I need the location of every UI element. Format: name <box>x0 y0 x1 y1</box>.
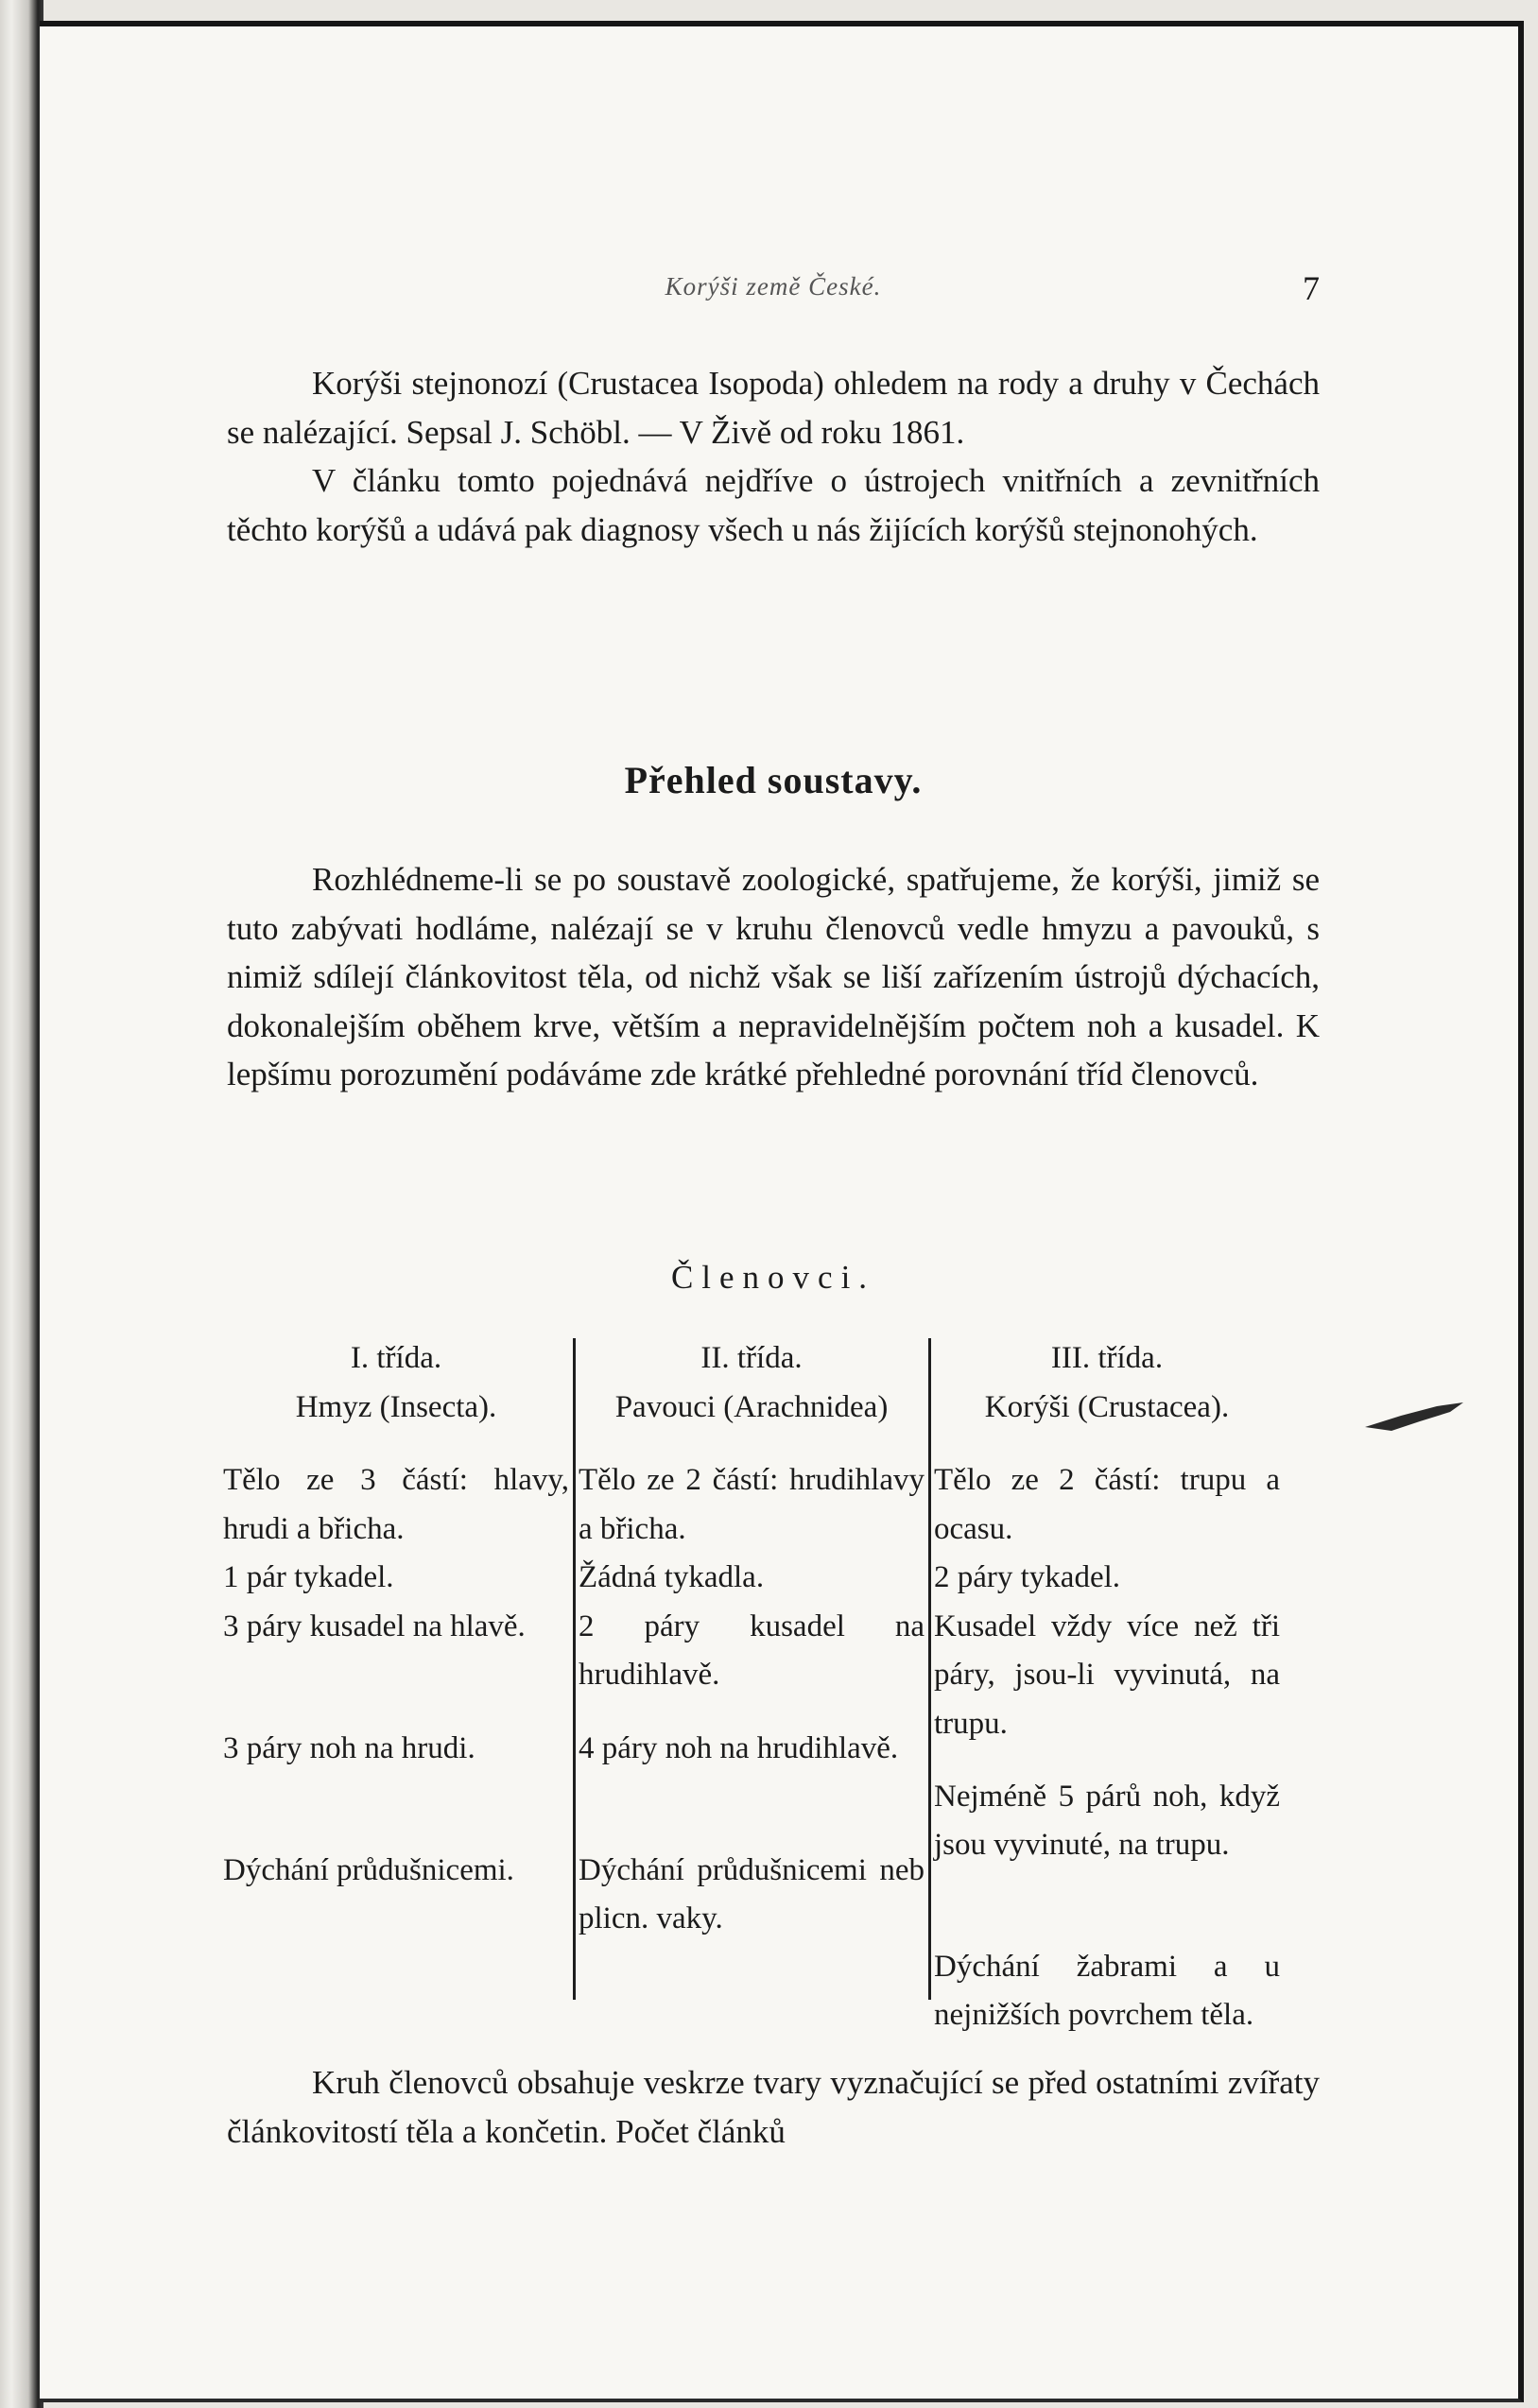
running-head: Korýši země České. <box>665 272 882 301</box>
class-name: Hmyz (Insecta). <box>295 1389 497 1424</box>
class-name: Korýši (Crustacea). <box>984 1389 1230 1424</box>
intro-paragraph-citation: Korýši stejnonozí (Crustacea Isopoda) ohledem na rody a druhy v Čechách se nalézající. Sepsal J. Schöbl. — V Živě od roku 1861. <box>227 365 1320 451</box>
breathing: Dýchání průdušnicemi neb plicn. vaky. <box>579 1852 925 1935</box>
section-body <box>227 855 1320 1099</box>
table-column-crustacea <box>934 1334 1280 2040</box>
body-parts: Tělo ze 2 částí: hrudihlavy a břicha. <box>579 1463 925 1546</box>
breathing: Dýchání průdušnicemi. <box>223 1852 514 1887</box>
column-divider <box>928 1338 931 2000</box>
class-label: II. třída. <box>700 1341 803 1375</box>
antennae: 1 pár tykadel. <box>223 1560 394 1594</box>
class-label: III. třída. <box>1050 1341 1164 1375</box>
body-parts: Tělo ze 3 částí: hlavy, hrudi a břicha. <box>223 1463 569 1546</box>
closing-paragraph: Kruh členovců obsahuje veskrze tvary vyznačující se před ostatními zvířaty článkovitostí těla a končetin. Počet článků <box>227 2064 1320 2150</box>
section-heading: Přehled soustavy. <box>624 759 923 801</box>
legs: 4 páry noh na hrudihlavě. <box>579 1730 899 1765</box>
antennae: Žádná tykadla. <box>579 1560 765 1594</box>
intro-paragraph-summary: V článku tomto pojednává nejdříve o ústrojech vnitřních a zevnitřních těchto korýšů a udává pak diagnosy všech u nás žijících korýšů stejnonohých. <box>227 462 1320 548</box>
breathing: Dýchání žabrami a u nejnižších povrchem těla. <box>934 1949 1280 2032</box>
table-column-insecta <box>223 1334 569 1895</box>
table-title: Členovci. <box>670 1259 876 1296</box>
class-label: I. třída. <box>350 1341 442 1375</box>
page-number: 7 <box>1303 269 1320 307</box>
section-paragraph: Rozhlédneme-li se po soustavě zoologické, spatřujeme, že korýši, jimiž se tuto zabývati hodláme, nalézají se v kruhu členovců vedle hmyzu a pavouků, s nimiž sdílejí článkovitost těla, od nichž však se liší zařízením ústrojů dýchacích, dokonalejším oběhem krve, větším a nepravidelnějším počtem noh a kusadel. K lepšímu porozumění podáváme zde krátké přehledné porovnání tříd členovců. <box>227 861 1320 1092</box>
mouthparts: 2 páry kusadel na hrudihlavě. <box>579 1608 925 1692</box>
body-parts: Tělo ze 2 částí: trupu a ocasu. <box>934 1463 1280 1546</box>
antennae: 2 páry tykadel. <box>934 1560 1121 1594</box>
mouthparts: 3 páry kusadel na hlavě. <box>223 1608 526 1643</box>
legs: 3 páry noh na hrudi. <box>223 1730 475 1765</box>
book-spine-edge <box>0 0 43 2408</box>
mouthparts: Kusadel vždy více než tři páry, jsou-li vyvinutá, na trupu. <box>934 1608 1280 1741</box>
column-divider <box>573 1338 576 2000</box>
page-header <box>227 269 1320 310</box>
intro-block <box>227 359 1320 554</box>
ink-smudge <box>1363 1399 1467 1436</box>
comparison-table <box>223 1334 1320 2032</box>
legs: Nejméně 5 párů noh, když jsou vyvinuté, na trupu. <box>934 1779 1280 1862</box>
table-column-arachnidea <box>579 1334 925 1944</box>
class-name: Pavouci (Arachnidea) <box>614 1389 889 1424</box>
closing-block <box>227 2058 1320 2156</box>
